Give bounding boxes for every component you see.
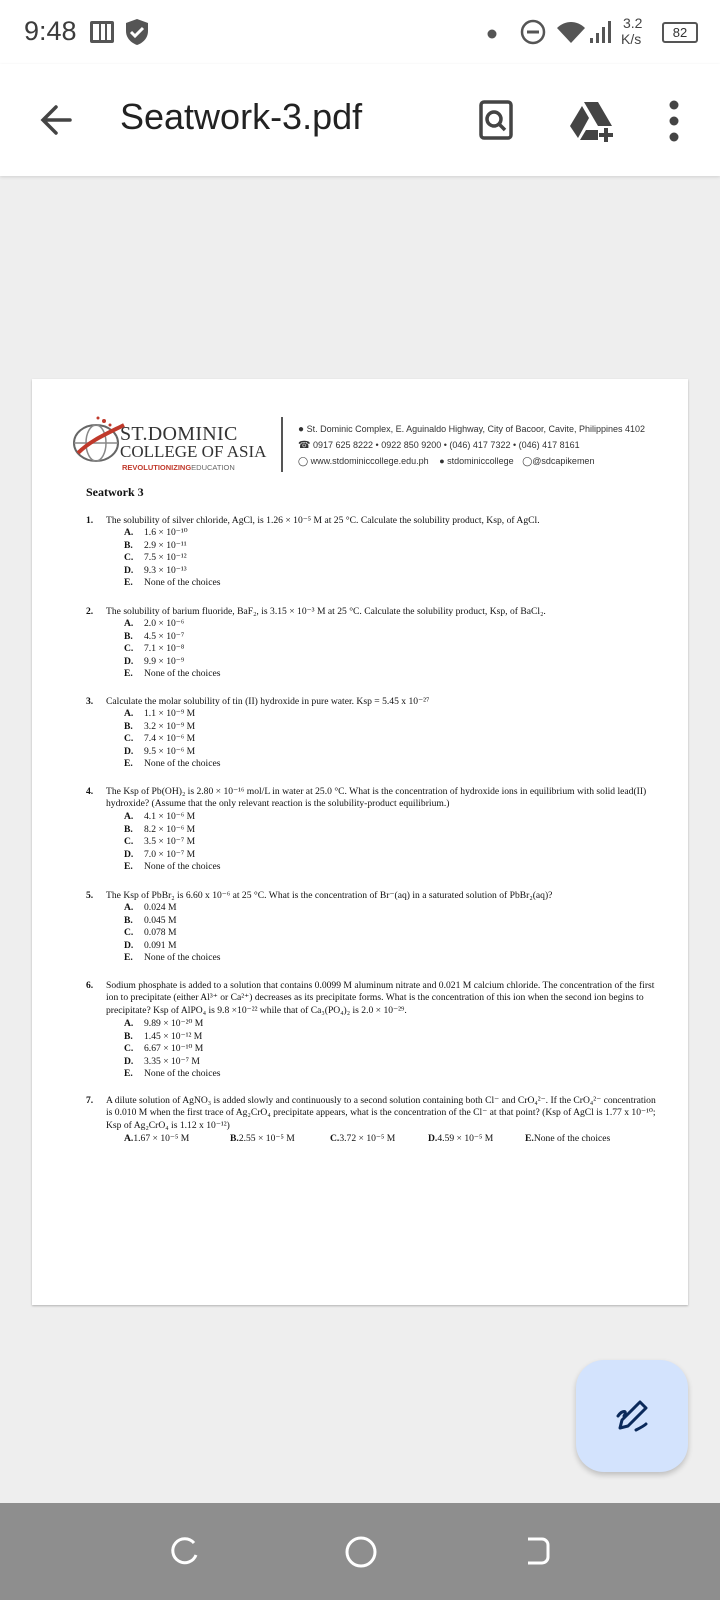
option-c: C. 7.4 × 10⁻⁶ M: [124, 733, 196, 745]
pdf-page[interactable]: [32, 379, 688, 1305]
system-nav-bar: [0, 1503, 720, 1600]
question-number: 1.: [86, 515, 94, 526]
facebook-icon: ●: [439, 456, 445, 466]
option-b: B. 8.2 × 10⁻⁶ M: [124, 823, 196, 835]
notification-dot-icon: [487, 29, 497, 39]
question-text: The solubility of silver chloride, AgCl, is 1.26 × 10⁻⁵ M at 25 °C. Calculate the solubility product, Ksp, of AgCl.: [106, 515, 540, 526]
tagline-part1: REVOLUTIONIZING: [122, 463, 192, 472]
document-search-icon[interactable]: [478, 99, 514, 141]
battery-level: 82: [672, 25, 688, 40]
college-name-line1: ST.DOMINIC: [120, 423, 238, 445]
back-nav-icon[interactable]: [520, 1535, 552, 1567]
phone-icon: ☎: [298, 440, 311, 451]
question-number: 3.: [86, 696, 94, 707]
edit-pen-icon: [612, 1396, 652, 1436]
option-a: A. 0.024 M: [124, 902, 177, 913]
question-text: Sodium phosphate is added to a solution that contains 0.0099 M aluminum nitrate and 0.021 M calcium chloride. The concentration of the first ion to precipitate (either Al³⁺ or Ca²⁺) decreases as its precipitate forms. What is the concentration of this ion when the second ion begins to precipitate? Ksp of AlPO₄ is 9.8 ×10⁻²² while that of Ca₃(PO₄)₂ is 2.0 × 10⁻²⁹.: [106, 980, 655, 1016]
header-phones: 0917 625 8222 • 0922 850 9200 • (046) 417 7322 • (046) 417 8161: [312, 440, 580, 450]
header-divider: [281, 417, 283, 472]
header-web-row: [298, 456, 594, 467]
option-a: A. 1.6 × 10⁻¹⁰: [124, 527, 188, 538]
header-facebook: stdominiccollege: [447, 456, 514, 466]
status-time: 9:48: [24, 16, 77, 46]
option-d: D. 9.3 × 10⁻¹³: [124, 564, 187, 576]
option-b: B. 3.2 × 10⁻⁹ M: [124, 720, 196, 732]
instagram-icon: ◯: [522, 456, 533, 466]
option-d: D. 3.35 × 10⁻⁷ M: [124, 1055, 200, 1067]
question-number: 6.: [86, 980, 94, 991]
answer-options: [124, 1018, 220, 1081]
option-c: C. 7.1 × 10⁻⁸: [124, 643, 185, 655]
home-icon[interactable]: [344, 1535, 378, 1569]
answer-options: [124, 618, 220, 681]
battery-icon: [662, 22, 698, 43]
option-e: E. None of the choices: [124, 758, 221, 770]
location-pin-icon: ●: [298, 424, 305, 435]
option-a: A. 9.89 × 10⁻²⁰ M: [124, 1018, 204, 1029]
question-text: The solubility of barium fluoride, BaF₂, is 3.15 × 10⁻³ M at 25 °C. Calculate the solubility product, Ksp, of BaCl₂.: [106, 606, 546, 617]
header-address-row: [298, 424, 645, 435]
option-d: D. 0.091 M: [124, 939, 177, 951]
option-c: C. 0.078 M: [124, 927, 177, 939]
answer-options: [124, 527, 220, 590]
do-not-disturb-icon: [520, 19, 546, 45]
signal-icon: [589, 20, 613, 44]
option-a: A. 1.1 × 10⁻⁹ M: [124, 708, 196, 719]
option-e: E. None of the choices: [525, 1133, 611, 1144]
question-number: 7.: [86, 1095, 94, 1106]
more-vert-icon[interactable]: [666, 100, 682, 142]
app-bar: [0, 64, 720, 176]
college-tagline: [122, 463, 235, 472]
edit-fab-button[interactable]: [576, 1360, 688, 1472]
college-name-line2: COLLEGE OF ASIA: [120, 442, 267, 461]
question-text: The Ksp of Pb(OH)₂ is 2.80 × 10⁻¹⁶ mol/L in water at 25.0 °C. What is the concentration of hydroxide ions in equilibrium with solid lead(II) hydroxide? (Assume that the only relevant reaction is the solubility-product equilibrium.): [106, 786, 647, 810]
question-number: 2.: [86, 606, 94, 617]
option-c: C. 3.72 × 10⁻⁵ M: [330, 1133, 396, 1144]
question-text: Calculate the molar solubility of tin (II) hydroxide in pure water. Ksp = 5.45 x 10⁻²⁷: [106, 696, 430, 707]
document-title: Seatwork-3.pdf: [120, 96, 363, 137]
option-d: D. 7.0 × 10⁻⁷ M: [124, 848, 196, 860]
tagline-part2: EDUCATION: [191, 463, 235, 472]
answer-options: [124, 708, 220, 771]
option-a: A. 2.0 × 10⁻⁶: [124, 618, 185, 629]
seatwork-title: Seatwork 3: [86, 485, 144, 499]
option-d: D. 9.5 × 10⁻⁶ M: [124, 745, 196, 757]
option-e: E. None of the choices: [124, 577, 221, 589]
add-to-drive-icon[interactable]: [568, 100, 616, 142]
option-a: A. 4.1 × 10⁻⁶ M: [124, 811, 196, 822]
answer-options: [124, 811, 220, 874]
option-a: A. 1.67 × 10⁻⁵ M: [124, 1133, 190, 1144]
option-b: B. 1.45 × 10⁻¹² M: [124, 1030, 203, 1042]
header-phone-row: [298, 440, 580, 451]
header-web: www.stdominiccollege.edu.ph: [310, 456, 429, 466]
option-c: C. 6.67 × 10⁻¹⁰ M: [124, 1043, 204, 1055]
question-text: The Ksp of PbBr₂ is 6.60 x 10⁻⁶ at 25 °C. What is the concentration of Br⁻(aq) in a saturated solution of PbBr₂(aq)?: [106, 890, 553, 901]
option-c: C. 3.5 × 10⁻⁷ M: [124, 836, 196, 848]
option-e: E. None of the choices: [124, 1068, 221, 1080]
recent-apps-icon[interactable]: [168, 1535, 200, 1567]
option-d: D. 4.59 × 10⁻⁵ M: [428, 1133, 494, 1144]
header-address: St. Dominic Complex, E. Aguinaldo Highway, City of Bacoor, Cavite, Philippines 4102: [306, 424, 646, 434]
network-speed-value: 3.2: [623, 15, 643, 31]
option-b: B. 2.9 × 10⁻¹¹: [124, 539, 187, 551]
globe-icon: ◯: [298, 456, 309, 466]
shield-icon: [124, 18, 150, 46]
status-bar: [0, 0, 720, 64]
option-e: E. None of the choices: [124, 861, 221, 873]
option-e: E. None of the choices: [124, 952, 221, 964]
answer-options: [124, 902, 220, 965]
option-d: D. 9.9 × 10⁻⁹: [124, 655, 185, 667]
notification-app-icon: [89, 19, 115, 45]
question-number: 4.: [86, 786, 94, 797]
arrow-left-icon[interactable]: [36, 100, 76, 140]
option-c: C. 7.5 × 10⁻¹²: [124, 552, 187, 564]
question-text: A dilute solution of AgNO₃ is added slowly and continuously to a second solution containing both Cl⁻ and CrO₄²⁻. If the CrO₄²⁻ concentration is 0.010 M when the first trace of Ag₂CrO₄ precipitate appears, what is the concentration of the Cl⁻ at that point? (Ksp of AgCl is 1.77 x 10⁻¹⁰; Ksp of Ag₂CrO₄ is 1.12 x 10⁻¹²): [106, 1095, 656, 1131]
option-b: B. 2.55 × 10⁻⁵ M: [230, 1133, 295, 1144]
question-number: 5.: [86, 890, 94, 901]
option-b: B. 0.045 M: [124, 914, 177, 926]
header-instagram: @sdcapikemen: [532, 456, 595, 466]
option-e: E. None of the choices: [124, 668, 221, 680]
college-logo-icon: [70, 413, 126, 469]
wifi-icon: [556, 19, 586, 45]
option-b: B. 4.5 × 10⁻⁷: [124, 630, 185, 642]
network-speed-unit: K/s: [621, 31, 642, 47]
